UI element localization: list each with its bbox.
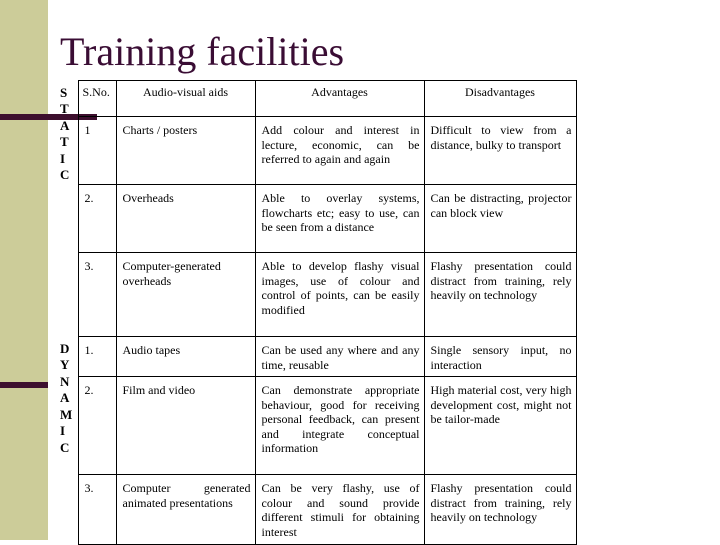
sidebar-band (0, 0, 48, 540)
header-aids: Audio-visual aids (116, 81, 255, 117)
aid-cell: Computer-generated overheads (116, 253, 255, 337)
advantages-cell: Able to overlay systems, flowcharts etc; easy to use, can be seen from a distance (255, 185, 424, 253)
disadvantages-cell: Can be distracting, projector can block view (424, 185, 576, 253)
table-row (56, 475, 576, 545)
table-row (56, 253, 576, 337)
category-letter: I (60, 150, 66, 166)
table-row (56, 377, 576, 475)
divider-rule-bottom (0, 382, 48, 388)
header-row (56, 81, 576, 117)
training-facilities-table (56, 80, 577, 545)
category-letter: S (60, 84, 68, 100)
category-letter: A (60, 390, 70, 405)
category-letter: T (60, 134, 69, 149)
category-letter: M (60, 406, 73, 422)
row-number: 2. (78, 377, 116, 475)
disadvantages-cell: Flashy presentation could distract from training, rely heavily on technology (424, 475, 576, 545)
header-advantages: Advantages (255, 81, 424, 117)
category-letter: N (60, 373, 70, 389)
advantages-cell: Add colour and interest in lecture, economic, can be referred to again and again (255, 117, 424, 185)
row-number: 1. (78, 337, 116, 377)
header-disadvantages: Disadvantages (424, 81, 576, 117)
advantages-cell: Can be very flashy, use of colour and sound provide different stimuli for obtaining interest (255, 475, 424, 545)
category-static (56, 81, 78, 337)
category-dynamic (56, 337, 78, 545)
aid-cell: Audio tapes (116, 337, 255, 377)
category-letter: D (60, 340, 70, 356)
table-row (56, 117, 576, 185)
category-letter: C (60, 439, 70, 455)
row-number: 1 (78, 117, 116, 185)
category-letter: C (60, 167, 70, 182)
disadvantages-cell: Single sensory input, no interaction (424, 337, 576, 377)
row-number: 2. (78, 185, 116, 253)
category-letter: Y (60, 357, 70, 372)
aid-cell: Overheads (116, 185, 255, 253)
aid-cell: Film and video (116, 377, 255, 475)
advantages-cell: Able to develop flashy visual images, use of colour and control of points, can be easily modified (255, 253, 424, 337)
table-row (56, 185, 576, 253)
disadvantages-cell: High material cost, very high development cost, might not be tailor-made (424, 377, 576, 475)
category-letter: T (60, 101, 69, 116)
disadvantages-cell: Flashy presentation could distract from training, rely heavily on technology (424, 253, 576, 337)
page-title: Training facilities (60, 29, 345, 74)
advantages-cell: Can demonstrate appropriate behaviour, good for receiving personal feedback, can present and integrate conceptual information (255, 377, 424, 475)
row-number: 3. (78, 253, 116, 337)
row-number: 3. (78, 475, 116, 545)
category-letter: I (60, 423, 66, 438)
aid-cell: Computer generated animated presentations (116, 475, 255, 545)
table-row (56, 337, 576, 377)
disadvantages-cell: Difficult to view from a distance, bulky to transport (424, 117, 576, 185)
header-sno: S.No. (78, 81, 116, 117)
category-letter: A (60, 117, 70, 133)
aid-cell: Charts / posters (116, 117, 255, 185)
advantages-cell: Can be used any where and any time, reusable (255, 337, 424, 377)
